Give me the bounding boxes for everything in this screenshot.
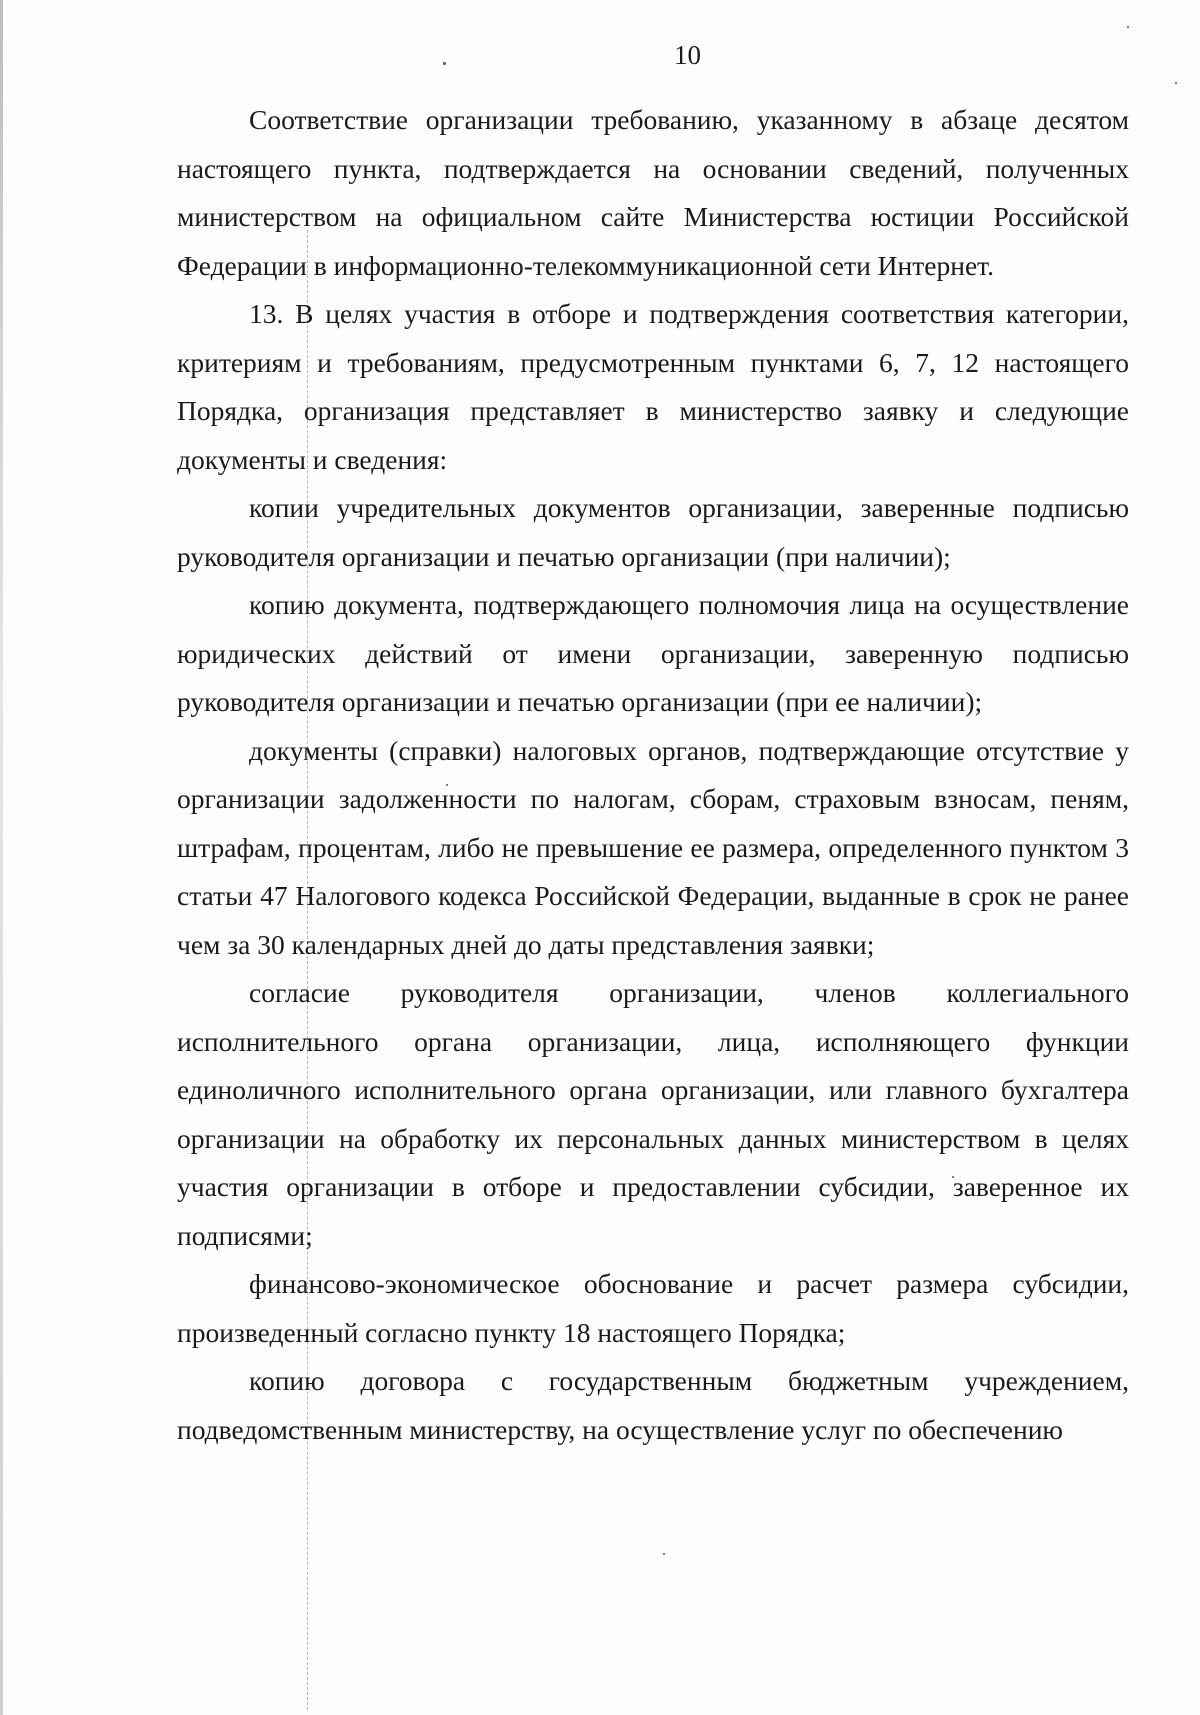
scan-speck: [663, 1553, 665, 1555]
scan-speck: [1127, 26, 1129, 28]
scan-speck: [1175, 82, 1177, 84]
paragraph: документы (справки) налоговых органов, подтверждающие отсутствие у организации задолженности по налогам, сборам, страховым взносам, пеням, штрафам, процентам, либо не превышение ее размера, определенного пунктом 3 статьи 47 Налогового кодекса Российской Федерации, выданные в срок не ранее чем за 30 календарных дней до даты представления заявки;: [177, 734, 1129, 960]
paragraph: 13. В целях участия в отборе и подтверждения соответствия категории, критериям и требованиям, предусмотренным пунктами 6, 7, 12 настоящего Порядка, организация представляет в министерство заявку и следующие документы и сведения:: [177, 298, 1129, 475]
paragraph: копию документа, подтверждающего полномочия лица на осуществление юридических действий от имени организации, заверенную подписью руководителя организации и печатью организации (при ее наличии);: [177, 589, 1129, 717]
paragraph: согласие руководителя организации, членов коллегиального исполнительного органа организации, лица, исполняющего функции единоличного исполнительного органа организации, или главного бухгалтера организации на обработку их персональных данных министерством в целях участия организации в отборе и предоставлении субсидии, заверенное их подписями;: [177, 977, 1129, 1251]
document-body: [177, 96, 1129, 1454]
paragraph: Соответствие организации требованию, указанному в абзаце десятом настоящего пункта, подтверждается на основании сведений, полученных министерством на официальном сайте Министерства юстиции Российской Федерации в информационно-телекоммуникационной сети Интернет.: [177, 104, 1129, 281]
scan-edge: [0, 0, 3, 1715]
paragraph: копии учредительных документов организации, заверенные подписью руководителя организации и печатью организации (при наличии);: [177, 492, 1129, 572]
paragraph: финансово-экономическое обоснование и расчет размера субсидии, произведенный согласно пункту 18 настоящего Порядка;: [177, 1268, 1129, 1348]
paragraph: копию договора с государственным бюджетным учреждением, подведомственным министерству, на осуществление услуг по обеспечению: [177, 1365, 1129, 1445]
page-number: 10: [674, 40, 701, 70]
